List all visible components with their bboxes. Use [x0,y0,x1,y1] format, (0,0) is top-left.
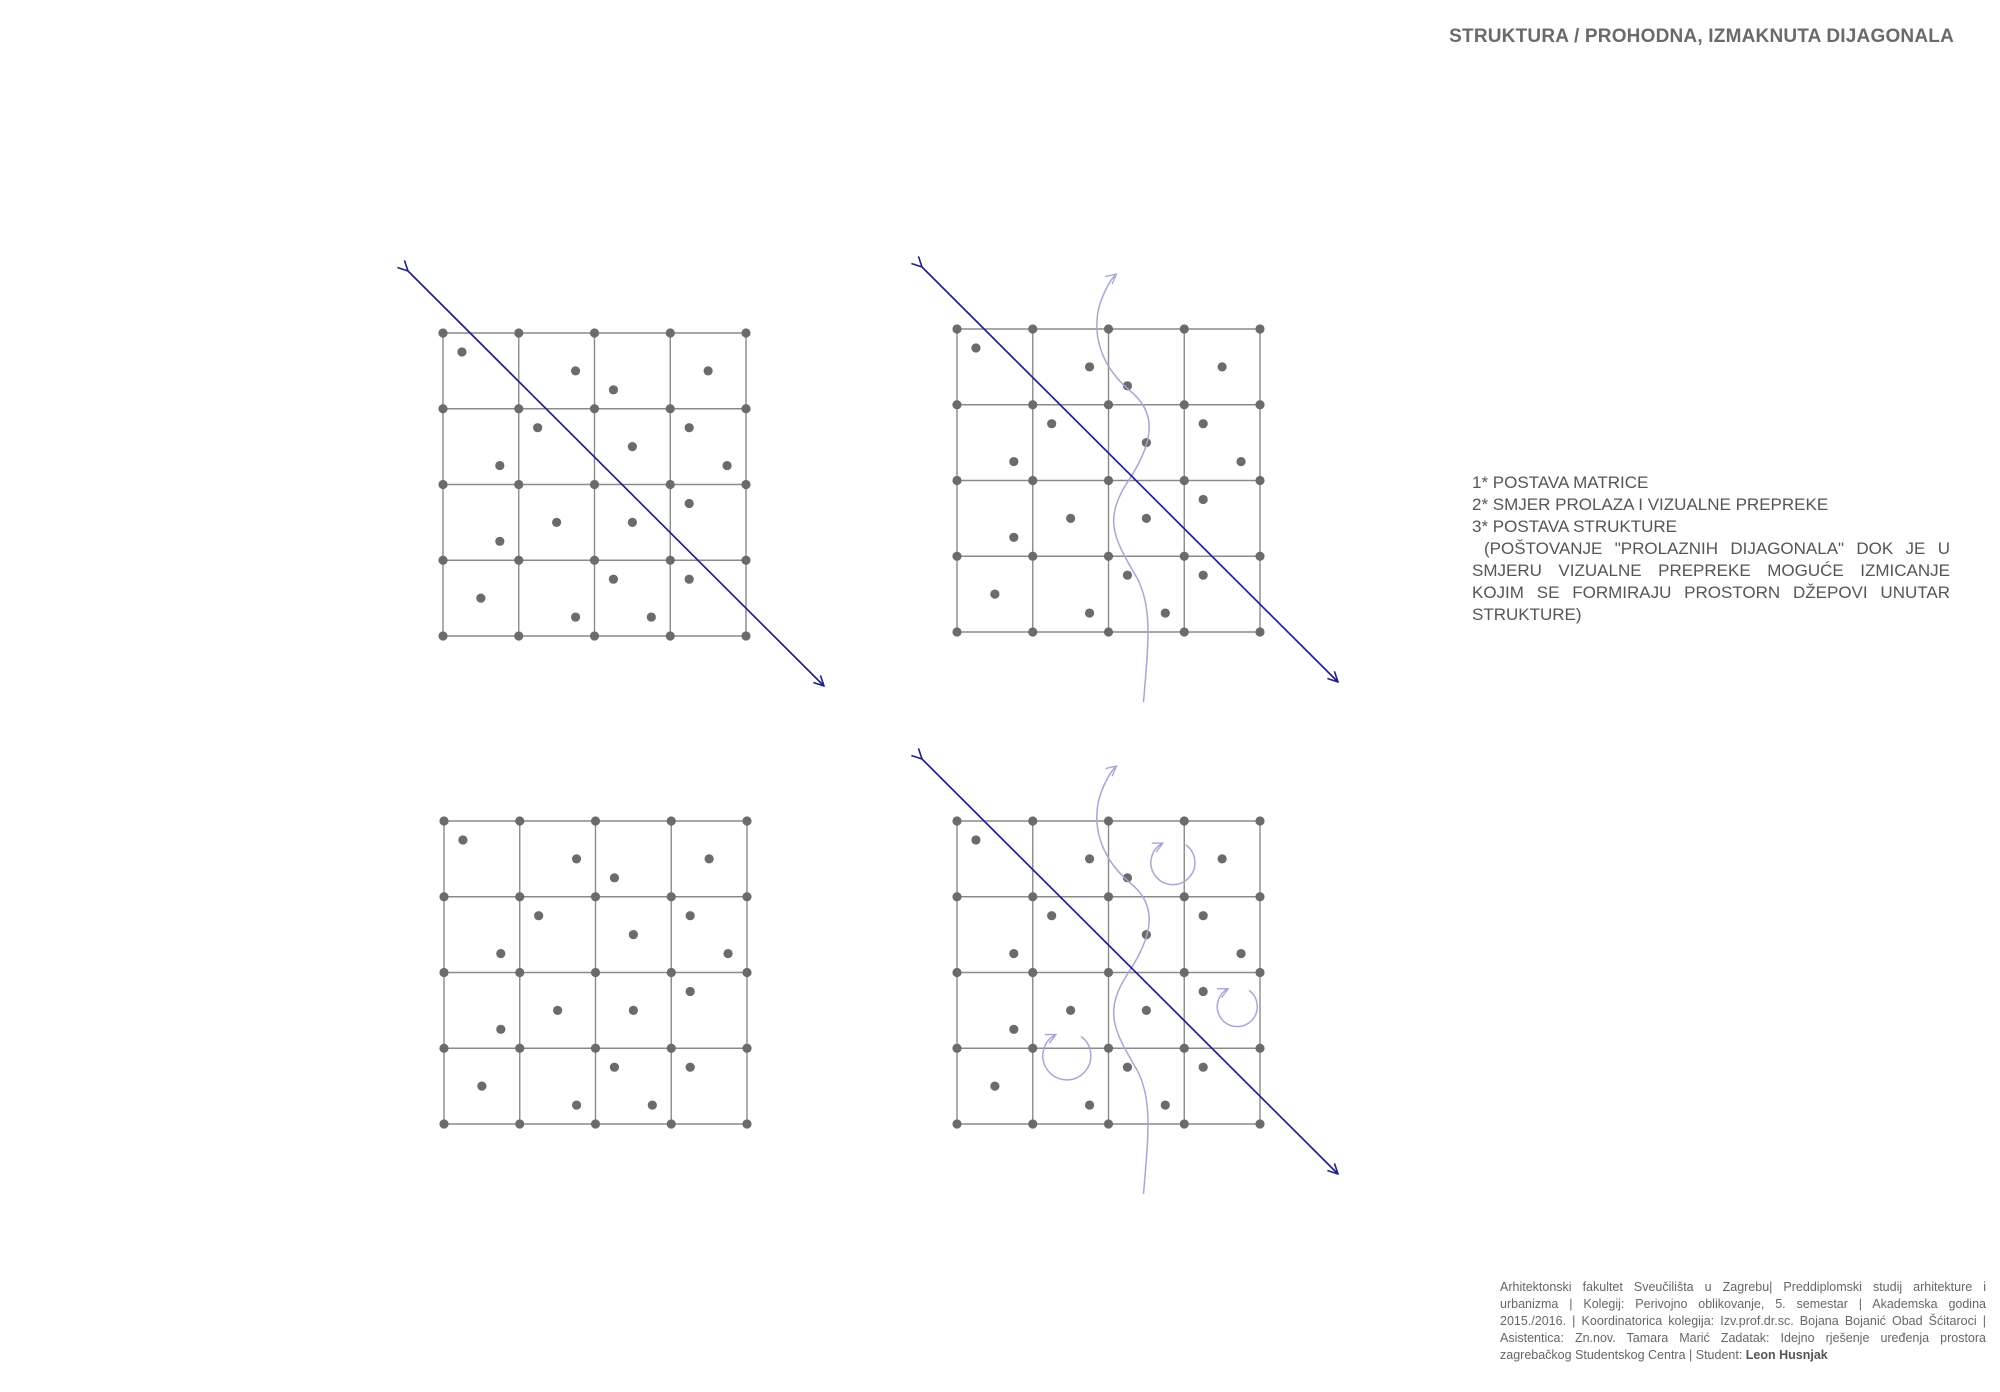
inner-point [685,423,694,432]
grid-node [1104,892,1113,901]
inner-point [571,612,580,621]
inner-point [629,930,638,939]
grid-node [1255,968,1264,977]
inner-point [1161,608,1170,617]
inner-point [1085,854,1094,863]
inner-point [534,911,543,920]
inner-point [971,835,980,844]
inner-point [552,518,561,527]
grid-node [514,480,523,489]
grid-node [1255,1044,1264,1053]
inner-point [686,987,695,996]
grid-node [590,556,599,565]
inner-point [1236,949,1245,958]
page-title: STRUKTURA / PROHODNA, IZMAKNUTA DIJAGONALA [1449,26,1954,47]
grid-node [1104,476,1113,485]
inner-point [1085,1100,1094,1109]
inner-point [990,590,999,599]
pocket-swirl [1151,843,1195,885]
inner-point [476,594,485,603]
grid-node [590,631,599,640]
grid-node [1028,552,1037,561]
grid-node [741,556,750,565]
grid-node [514,631,523,640]
grid-node [952,1044,961,1053]
grid-node [742,968,751,977]
grid-node [1180,324,1189,333]
inner-point [1085,362,1094,371]
grid-node [1028,324,1037,333]
grid-node [952,400,961,409]
grid-node [667,816,676,825]
grid-node [438,404,447,413]
grid-node [438,631,447,640]
grid-node [514,404,523,413]
grid-node [666,328,675,337]
grid-node [1255,627,1264,636]
grid-node [742,816,751,825]
inner-point [1085,608,1094,617]
grid-node [1028,476,1037,485]
inner-point [686,1063,695,1072]
legend-item-structure: 3* POSTAVA STRUKTURE [1472,517,1677,536]
inner-point [477,1082,486,1091]
grid-node [439,1044,448,1053]
grid-node [1104,1119,1113,1128]
grid-node [1104,552,1113,561]
inner-point [628,442,637,451]
grid-node [1028,816,1037,825]
inner-point [648,1100,657,1109]
grid-node [952,892,961,901]
grid-node [952,968,961,977]
grid-node [1104,1044,1113,1053]
credits-text: Arhitektonski fakultet Sveučilišta u Zagrebu| Preddiplomski studij arhitekture i urbanizma | Kolegij: Perivojno oblikovanje, 5. semestar | Akademska godina 2015./2016. | Koordinatorica kolegija: Izv.prof.dr.sc. Bojana Bojanić Obad Šćitaroci | Asistentica: Zn.nov. Tamara Marić Zadatak: Idejno rješenje uređenja prostora zagrebačkog Studentskog Centra | Student: [1500,1280,1986,1362]
legend-item-matrix: 1* POSTAVA MATRICE [1472,473,1649,492]
grid-node [741,328,750,337]
inner-point [704,366,713,375]
grid-node [742,892,751,901]
grid-node [1180,968,1189,977]
grid-node [438,328,447,337]
inner-point [1047,911,1056,920]
inner-point [629,1006,638,1015]
inner-point [686,911,695,920]
inner-point [705,854,714,863]
grid-node [439,968,448,977]
grid-node [1104,968,1113,977]
grid-node [1255,892,1264,901]
grid-node [591,1119,600,1128]
inner-point [496,1025,505,1034]
grid-node [1255,324,1264,333]
grid-node [1180,892,1189,901]
grid-node [952,627,961,636]
inner-point [1009,533,1018,542]
grid-node [1028,627,1037,636]
inner-point [533,423,542,432]
grid-node [438,556,447,565]
grid-node [1180,476,1189,485]
grid-node [1104,816,1113,825]
panel-structure-with-pockets [922,759,1338,1194]
grid-node [952,1119,961,1128]
legend-note-text: (POŠTOVANJE "PROLAZNIH DIJAGONALA" DOK JE U SMJERU VIZUALNE PREPREKE MOGUĆE IZMICANJE KOJIM SE FORMIRAJU PROSTORN DŽEPOVI UNUTAR STRUKTURE) [1472,539,1950,624]
grid-node [667,1119,676,1128]
grid-node [1028,1044,1037,1053]
inner-point [495,537,504,546]
inner-point [1142,1006,1151,1015]
inner-point [1218,854,1227,863]
inner-point [647,612,656,621]
grid-node [667,892,676,901]
pocket-swirl [1043,1034,1091,1079]
grid-node [666,631,675,640]
grid-node [439,816,448,825]
grid-node [439,892,448,901]
inner-point [1009,949,1018,958]
grid-node [591,892,600,901]
inner-point [1066,1006,1075,1015]
grid-node [1180,627,1189,636]
inner-point [571,366,580,375]
grid-node [1028,400,1037,409]
grid-node [741,631,750,640]
credits [1500,1279,1986,1364]
grid-node [590,404,599,413]
grid-node [1028,1119,1037,1128]
grid-node [514,556,523,565]
panel-matrix-only [439,816,751,1128]
inner-point [1199,911,1208,920]
grid-node [1255,476,1264,485]
grid-node [667,1044,676,1053]
grid-node [1180,1119,1189,1128]
passage-path [1097,274,1149,702]
grid-node [742,1044,751,1053]
grid-node [1180,816,1189,825]
inner-point [1123,1063,1132,1072]
inner-point [1047,419,1056,428]
grid-node [1180,1044,1189,1053]
legend-note [1472,538,1950,626]
passage-path [1097,766,1149,1194]
grid-node [590,328,599,337]
inner-point [1009,1025,1018,1034]
grid-node [1104,400,1113,409]
grid-node [1255,400,1264,409]
inner-point [572,1100,581,1109]
grid-node [1104,324,1113,333]
grid-node [1104,627,1113,636]
grid-node [515,892,524,901]
inner-point [457,347,466,356]
legend [1472,472,1950,626]
grid-node [1255,1119,1264,1128]
grid-node [741,480,750,489]
grid-node [591,816,600,825]
inner-point [1123,571,1132,580]
grid-node [515,1044,524,1053]
panel-passage-and-diagonal [922,267,1338,702]
grid-node [1028,892,1037,901]
inner-point [628,518,637,527]
inner-point [1009,457,1018,466]
inner-point [685,499,694,508]
inner-point [1199,1063,1208,1072]
grid-node [1028,968,1037,977]
inner-point [1142,514,1151,523]
inner-point [1199,571,1208,580]
inner-point [990,1082,999,1091]
grid-node [439,1119,448,1128]
credits-student: Leon Husnjak [1745,1348,1828,1362]
inner-point [1161,1100,1170,1109]
inner-point [685,575,694,584]
inner-point [971,343,980,352]
inner-point [553,1006,562,1015]
inner-point [1236,457,1245,466]
inner-point [610,873,619,882]
inner-point [458,835,467,844]
grid-node [952,816,961,825]
grid-node [742,1119,751,1128]
inner-point [1199,495,1208,504]
inner-point [609,575,618,584]
grid-node [515,816,524,825]
grid-node [514,328,523,337]
inner-point [496,949,505,958]
pocket-swirl [1217,989,1257,1027]
grid-node [666,480,675,489]
grid-node [1255,552,1264,561]
inner-point [1218,362,1227,371]
inner-point [1066,514,1075,523]
grid-node [741,404,750,413]
grid-node [591,968,600,977]
legend-item-passage: 2* SMJER PROLAZA I VIZUALNE PREPREKE [1472,495,1829,514]
grid-node [1180,552,1189,561]
inner-point [495,461,504,470]
grid-node [438,480,447,489]
inner-point [610,1063,619,1072]
grid-node [515,1119,524,1128]
grid-node [666,404,675,413]
inner-point [723,949,732,958]
grid-node [666,556,675,565]
panel-matrix-with-diagonal [408,271,824,686]
grid-node [667,968,676,977]
grid-node [1255,816,1264,825]
grid-node [591,1044,600,1053]
inner-point [572,854,581,863]
grid-node [1180,400,1189,409]
grid-node [515,968,524,977]
grid-node [952,552,961,561]
grid-node [952,476,961,485]
inner-point [1199,419,1208,428]
grid-node [590,480,599,489]
grid-node [952,324,961,333]
inner-point [1199,987,1208,996]
inner-point [722,461,731,470]
inner-point [609,385,618,394]
